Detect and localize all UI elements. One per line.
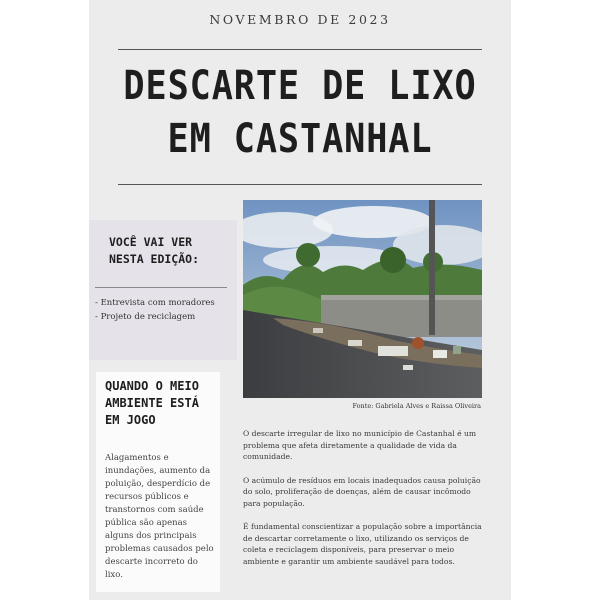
edition-title-line-1: VOCÊ VAI VER xyxy=(109,235,193,249)
edition-list xyxy=(95,296,215,324)
photo-credit: Fonte: Gabriela Alves e Raissa Oliveira xyxy=(352,402,481,410)
newspaper-page xyxy=(89,0,511,600)
article-body xyxy=(243,428,483,579)
list-item: - Entrevista com moradores xyxy=(95,298,215,308)
environment-sidebar xyxy=(96,372,220,592)
environment-text: Alagamentos e inundações, aumento da poluição, desperdício de recursos públicos e transtornos com saúde pública são apenas alguns dos principais problemas causados pelo descarte incorreto do lixo. xyxy=(105,453,214,580)
list-item: - Projeto de reciclagem xyxy=(95,312,196,322)
article-paragraph: O acúmulo de resíduos em locais inadequados causa poluição do solo, proliferação de doenças, além de causar incômodo para população. xyxy=(243,475,481,508)
headline-line-2: EM CASTANHAL xyxy=(167,116,433,162)
edition-divider xyxy=(95,287,227,288)
page-title xyxy=(114,60,485,166)
edition-title-line-2: NESTA EDIÇÃO: xyxy=(109,252,200,266)
edition-title xyxy=(109,234,229,268)
environment-title: QUANDO O MEIO AMBIENTE ESTÁ EM JOGO xyxy=(105,379,199,427)
edition-summary-box xyxy=(89,220,237,360)
headline-line-1: DESCARTE DE LIXO xyxy=(123,63,477,109)
garbage-street-photo xyxy=(243,200,482,398)
issue-date: NOVEMBRO DE 2023 xyxy=(209,12,391,27)
article-paragraph: O descarte irregular de lixo no município de Castanhal é um problema que afeta diretamente a qualidade de vida da comunidade. xyxy=(243,429,477,461)
header-divider-top xyxy=(118,49,482,50)
article-paragraph: É fundamental conscientizar a população sobre a importância de descartar corretamente o lixo, utilizando os serviços de coleta e reciclagem disponíveis, para preservar o meio ambiente e garantir um ambiente saudável para todos. xyxy=(243,522,482,566)
header-divider-bottom xyxy=(118,184,482,185)
